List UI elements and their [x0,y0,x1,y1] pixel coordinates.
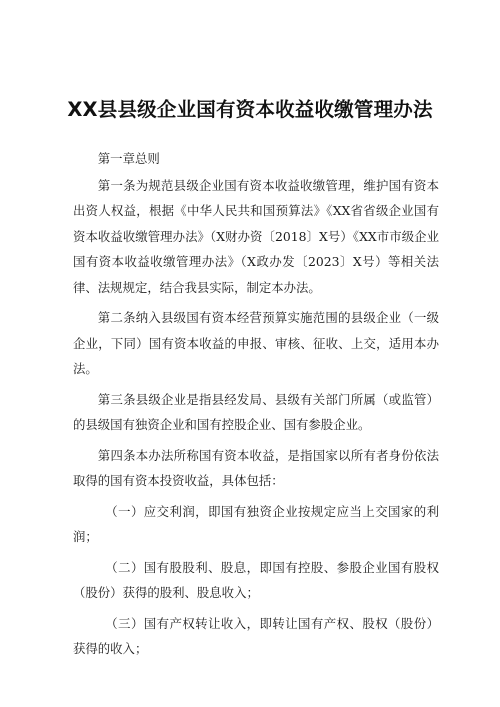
chapter-heading: 第一章总则 [97,151,160,166]
article-3: 第三条县级企业是指县经发局、县级有关部门所属（或监管）的县级国有独资企业和国有控股企业、国有参股企业。 [73,391,439,432]
article-1: 第一条为规范县级企业国有资本收益收缴管理，维护国有资本出资人权益，根据《中华人民共和国预算法》《XX省省级企业国有资本收益收缴管理办法》（X财办资〔2018〕X号）《XX市市级企业国有资本收益收缴管理办法》（X政办发〔2023〕X号）等相关法律、法规规定，结合我县实际，制定本办法。 [73,177,439,295]
document-title: XX县县级企业国有资本收益收缴管理办法 [67,98,433,121]
article-4-item-3: （三）国有产权转让收入，即转让国有产权、股权（股份）获得的收入； [73,615,439,656]
article-4-item-2: （二）国有股股利、股息，即国有控股、参股企业国有股权（股份）获得的股利、股息收入； [73,559,439,600]
document-body [73,146,439,667]
article-2: 第二条纳入县级国有资本经营预算实施范围的县级企业（一级企业，下同）国有资本收益的申报、审核、征收、上交，适用本办法。 [73,310,439,376]
article-4: 第四条本办法所称国有资本收益，是指国家以所有者身份依法取得的国有资本投资收益，具体包括： [73,447,439,488]
article-4-item-1: （一）应交利润，即国有独资企业按规定应当上交国家的利润； [73,503,439,544]
